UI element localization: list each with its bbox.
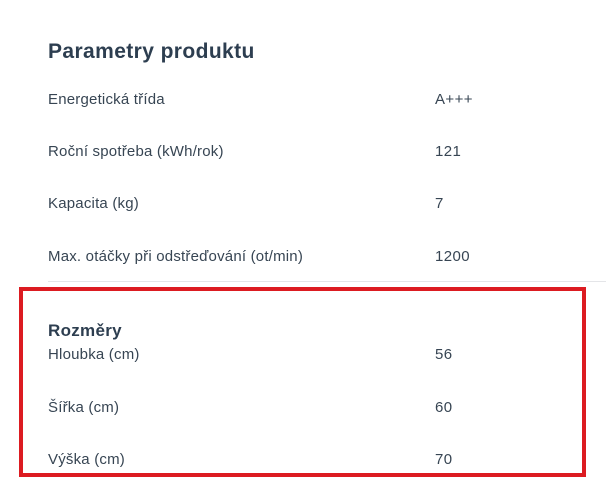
param-value-annual-consumption: 121 (435, 143, 462, 160)
param-label-width: Šířka (cm) (48, 399, 120, 416)
param-value-capacity: 7 (435, 195, 444, 212)
param-label-depth: Hloubka (cm) (48, 346, 140, 363)
param-label-height: Výška (cm) (48, 451, 125, 468)
param-label-capacity: Kapacita (kg) (48, 195, 139, 212)
highlight-annotation-box (19, 287, 586, 477)
dimensions-section-heading: Rozměry (48, 321, 122, 341)
param-value-height: 70 (435, 451, 453, 468)
param-value-depth: 56 (435, 346, 453, 363)
param-label-annual-consumption: Roční spotřeba (kWh/rok) (48, 143, 224, 160)
section-divider (48, 281, 606, 282)
param-value-energy-class: A+++ (435, 91, 473, 108)
param-value-width: 60 (435, 399, 453, 416)
param-value-max-spin-speed: 1200 (435, 248, 470, 265)
page-title: Parametry produktu (48, 40, 255, 64)
param-label-max-spin-speed: Max. otáčky při odstřeďování (ot/min) (48, 248, 304, 265)
param-label-energy-class: Energetická třída (48, 91, 165, 108)
